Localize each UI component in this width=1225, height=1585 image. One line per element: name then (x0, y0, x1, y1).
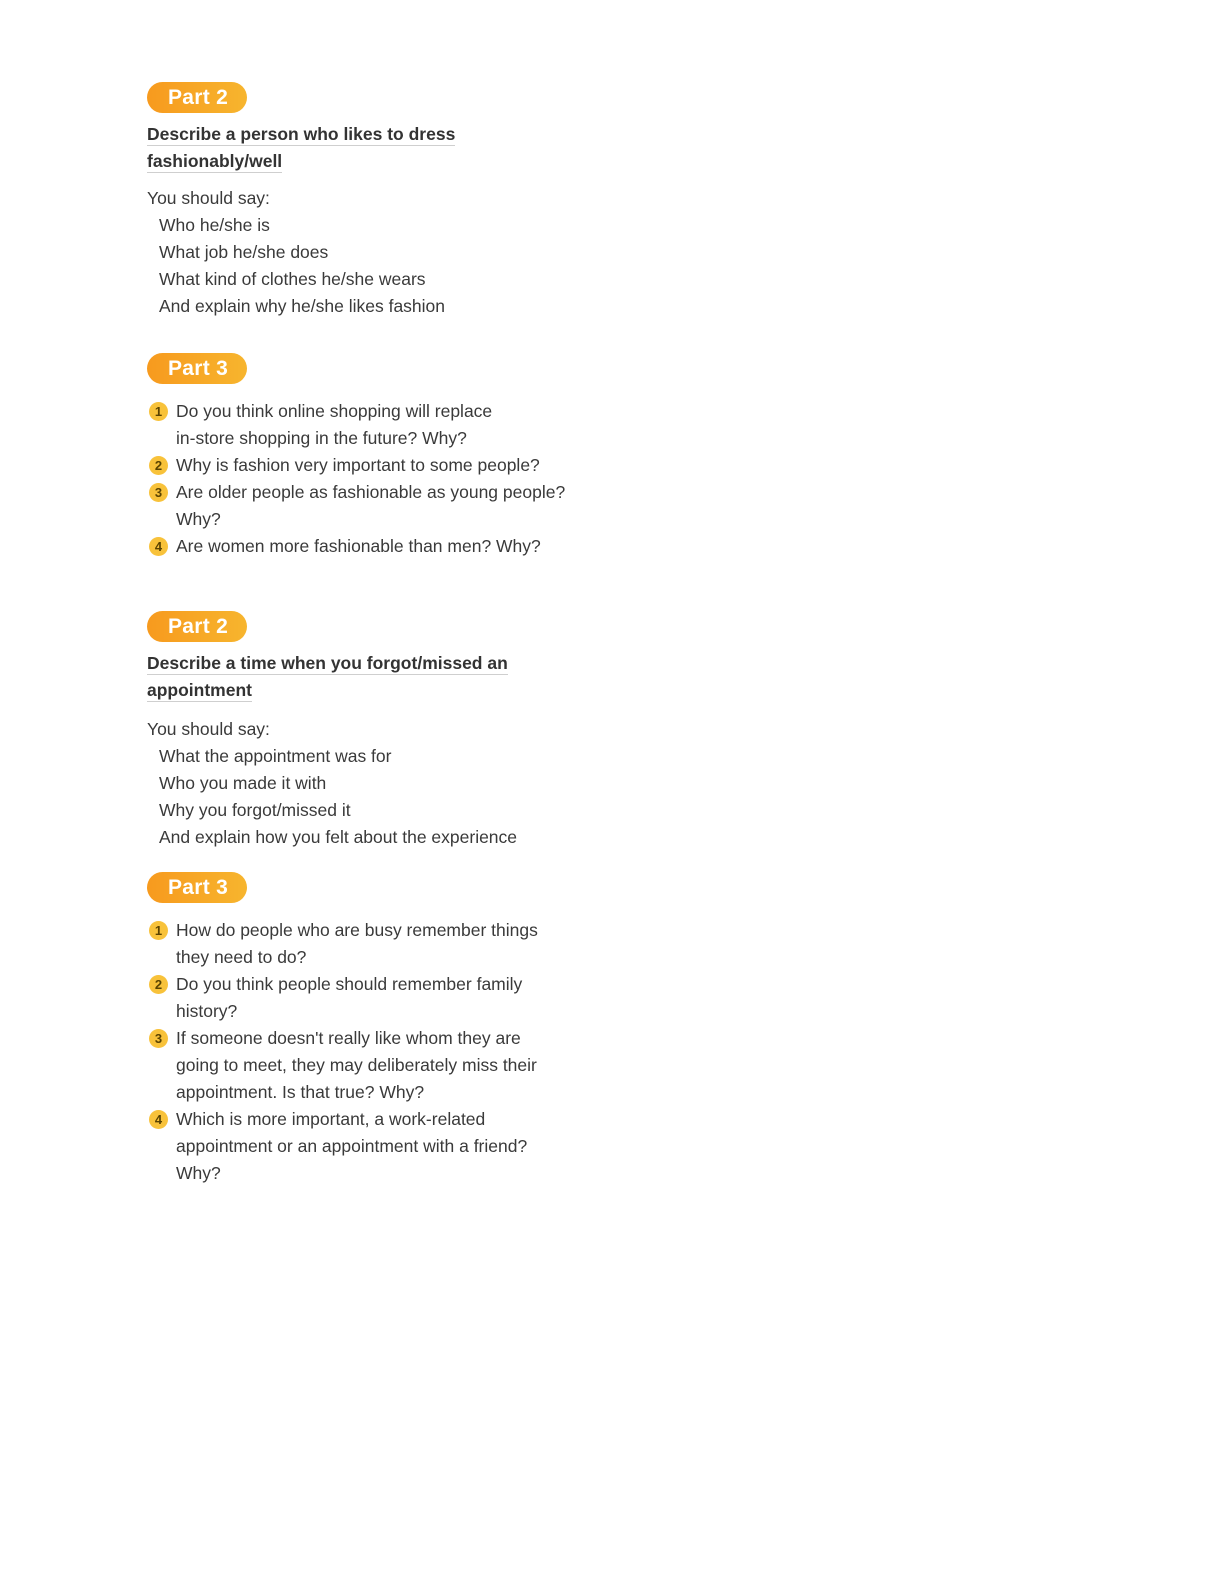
prompt-point: Who you made it with (159, 773, 327, 793)
prompt-point: And explain why he/she likes fashion (159, 296, 446, 316)
number-badge: 1 (149, 402, 168, 421)
part3-section-appointment (147, 872, 597, 1187)
you-should-say: You should say: Who he/she is What job he/she does What kind of clothes he/she wears And explain why he/she likes fashion (147, 185, 597, 320)
cue-card-title: Describe a person who likes to dress fashionably/well (147, 124, 456, 171)
question-list (147, 917, 597, 1187)
part2-section-fashion (147, 82, 597, 320)
cue-card-title: Describe a time when you forgot/missed an appointment (147, 653, 508, 700)
part-tag: Part 3 (147, 872, 247, 903)
prompt-point: What kind of clothes he/she wears (159, 269, 426, 289)
prompt-point: What job he/she does (159, 242, 329, 262)
question-item: 2 Why is fashion very important to some people? (147, 452, 597, 479)
number-badge: 3 (149, 483, 168, 502)
number-badge: 2 (149, 975, 168, 994)
part-tag: Part 3 (147, 353, 247, 384)
question-item: 4 Which is more important, a work-related appointment or an appointment with a friend? Why? (147, 1106, 597, 1187)
question-item: 3 Are older people as fashionable as young people? Why? (147, 479, 597, 533)
number-badge: 4 (149, 1110, 168, 1129)
question-item: 2 Do you think people should remember family history? (147, 971, 597, 1025)
part3-section-fashion (147, 353, 597, 560)
question-item: 1 Do you think online shopping will replace in-store shopping in the future? Why? (147, 398, 597, 452)
question-item: 3 If someone doesn't really like whom they are going to meet, they may deliberately miss their appointment. Is that true? Why? (147, 1025, 597, 1106)
question-item: 1 How do people who are busy remember things they need to do? (147, 917, 597, 971)
part-tag: Part 2 (147, 611, 247, 642)
question-item: 4 Are women more fashionable than men? Why? (147, 533, 597, 560)
question-list (147, 398, 597, 560)
part2-section-appointment (147, 611, 597, 851)
prompt-point: What the appointment was for (159, 746, 392, 766)
prompt-point: Why you forgot/missed it (159, 800, 351, 820)
number-badge: 2 (149, 456, 168, 475)
part-tag: Part 2 (147, 82, 247, 113)
prompt-point: And explain how you felt about the experience (159, 827, 518, 847)
prompt-point: Who he/she is (159, 215, 270, 235)
number-badge: 1 (149, 921, 168, 940)
number-badge: 3 (149, 1029, 168, 1048)
number-badge: 4 (149, 537, 168, 556)
you-should-say: You should say: What the appointment was for Who you made it with Why you forgot/missed it And explain how you felt about the experience (147, 716, 597, 851)
